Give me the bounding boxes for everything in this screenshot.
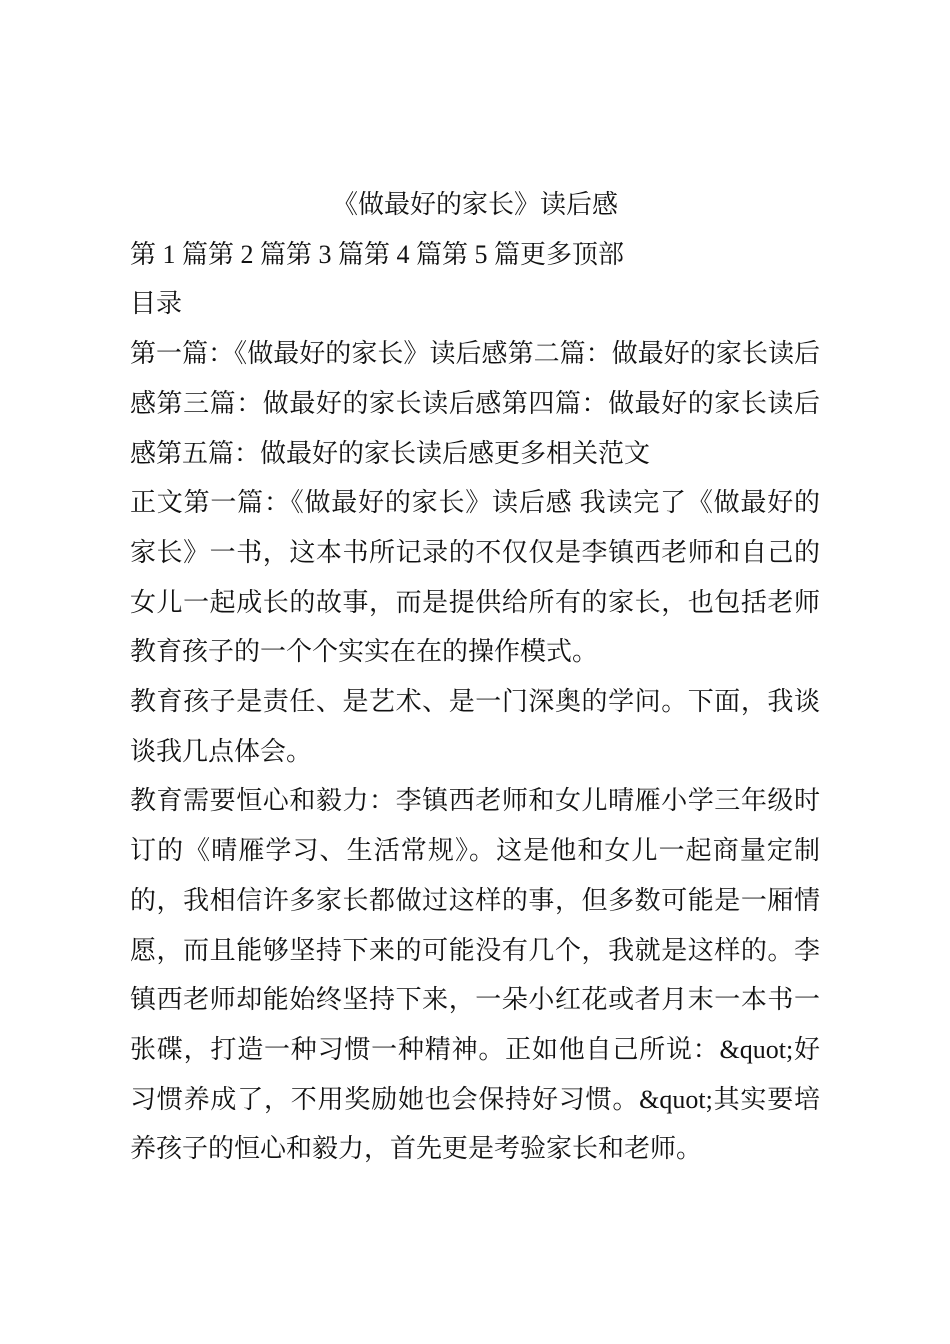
toc-heading: 目录 [130, 289, 183, 319]
body-paragraph-3: 教育需要恒心和毅力：李镇西老师和女儿晴雁小学三年级时订的《晴雁学习、生活常规》。这是他和女儿一起商量定制的，我相信许多家长都做过这样的事，但多数可能是一厢情愿，而且能够坚持下来的可能没有几个，我就是这样的。李镇西老师却能始终坚持下来，一朵小红花或者月末一本书一张碟，打造一种习惯一种精神。正如他自己所说：&quot;好习惯养成了，不用奖励她也会保持好习惯。&quot;其实要培养孩子的恒心和毅力，首先更是考验家长和老师。 [130, 786, 820, 1164]
body-paragraph-1: 正文第一篇：《做最好的家长》读后感 我读完了《做最好的家长》一书，这本书所记录的不仅仅是李镇西老师和自己的女儿一起成长的故事，而是提供给所有的家长，也包括老师教育孩子的一个个实实在在的操作模式。 [130, 488, 820, 667]
pagination-nav: 第 1 篇第 2 篇第 3 篇第 4 篇第 5 篇更多顶部 [130, 239, 625, 269]
toc-line: 第一篇：《做最好的家长》读后感第二篇：做最好的家长读后感第三篇：做最好的家长读后感第四篇：做最好的家长读后感第五篇：做最好的家长读后感更多相关范文 [130, 339, 820, 468]
document-title: 《做最好的家长》读后感 [331, 190, 618, 219]
body-paragraph-2: 教育孩子是责任、是艺术、是一门深奥的学问。下面，我谈谈我几点体会。 [130, 687, 820, 766]
